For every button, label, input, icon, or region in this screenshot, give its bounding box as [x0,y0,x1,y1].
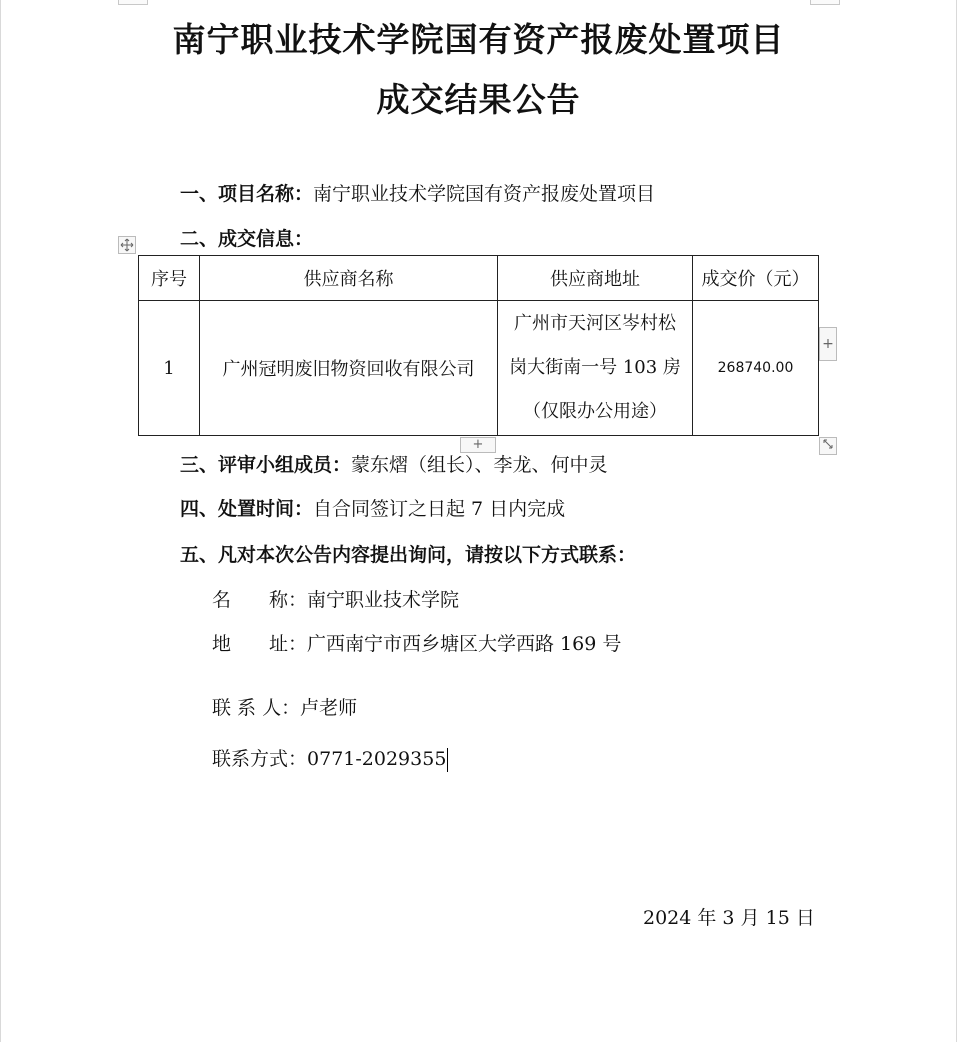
document-date: 2024 年 3 月 15 日 [643,907,815,929]
table-header-price: 成交价（元） [693,256,819,301]
move-icon[interactable] [118,236,136,254]
section-deal-info [180,226,313,252]
text-cursor [447,748,448,772]
contact-address-label: 地 址： [212,633,308,655]
contact-person-value: 卢老师 [300,697,358,719]
contact-name [212,587,459,613]
cell-address-line: 广州市天河区岑村松 [514,313,676,334]
section-disposal-time-label: 四、处置时间： [180,498,314,520]
section-contact-label: 五、凡对本次公告内容提出询问，请按以下方式联系： [180,544,637,566]
section-disposal-time [180,496,565,522]
plus-icon: + [472,437,484,452]
cell-supplier[interactable]: 广州冠明废旧物资回收有限公司 [200,301,498,436]
table-header-row [139,256,819,301]
section-deal-info-label: 二、成交信息： [180,228,314,250]
section-contact [180,542,636,568]
cell-no[interactable]: 1 [139,301,200,436]
section-disposal-time-value: 自合同签订之日起 7 日内完成 [313,498,566,520]
contact-phone-value: 0771-2029355 [307,748,447,770]
table-header-supplier: 供应商名称 [200,256,498,301]
section-project-name-value: 南宁职业技术学院国有资产报废处置项目 [313,183,656,205]
contact-person-label: 联 系 人： [212,697,301,719]
contact-address [212,631,621,657]
deal-table [138,255,819,436]
table-header-no: 序号 [139,256,200,301]
cell-address[interactable] [498,301,693,436]
cell-address-line: 岗大街南一号 103 房 [509,357,681,378]
contact-person [212,695,357,721]
page-corner-mark-right [810,0,840,5]
section-review-panel-value: 蒙东熠（组长）、李龙、何中灵 [351,454,608,476]
document-title-line1: 南宁职业技术学院国有资产报废处置项目 [172,20,785,59]
contact-address-value: 广西南宁市西乡塘区大学西路 169 号 [307,633,622,655]
contact-phone [212,746,448,772]
section-review-panel [180,452,608,478]
page-edge-left [0,0,1,1042]
plus-icon: + [822,336,834,352]
contact-phone-label: 联系方式： [212,748,308,770]
page-corner-mark-left [118,0,148,5]
resize-icon[interactable] [819,437,837,455]
document-title-line2: 成交结果公告 [376,80,581,119]
table-row [139,301,819,436]
contact-name-value: 南宁职业技术学院 [307,589,460,611]
add-row-button[interactable] [460,437,496,453]
section-project-name-label: 一、项目名称： [180,183,314,205]
table-header-address: 供应商地址 [498,256,693,301]
section-project-name [180,181,655,207]
contact-name-label: 名 称： [212,589,308,611]
cell-address-line: （仅限办公用途） [523,401,667,422]
add-column-button[interactable] [819,327,837,361]
section-review-panel-label: 三、评审小组成员： [180,454,352,476]
cell-price[interactable]: 268740.00 [693,301,819,436]
